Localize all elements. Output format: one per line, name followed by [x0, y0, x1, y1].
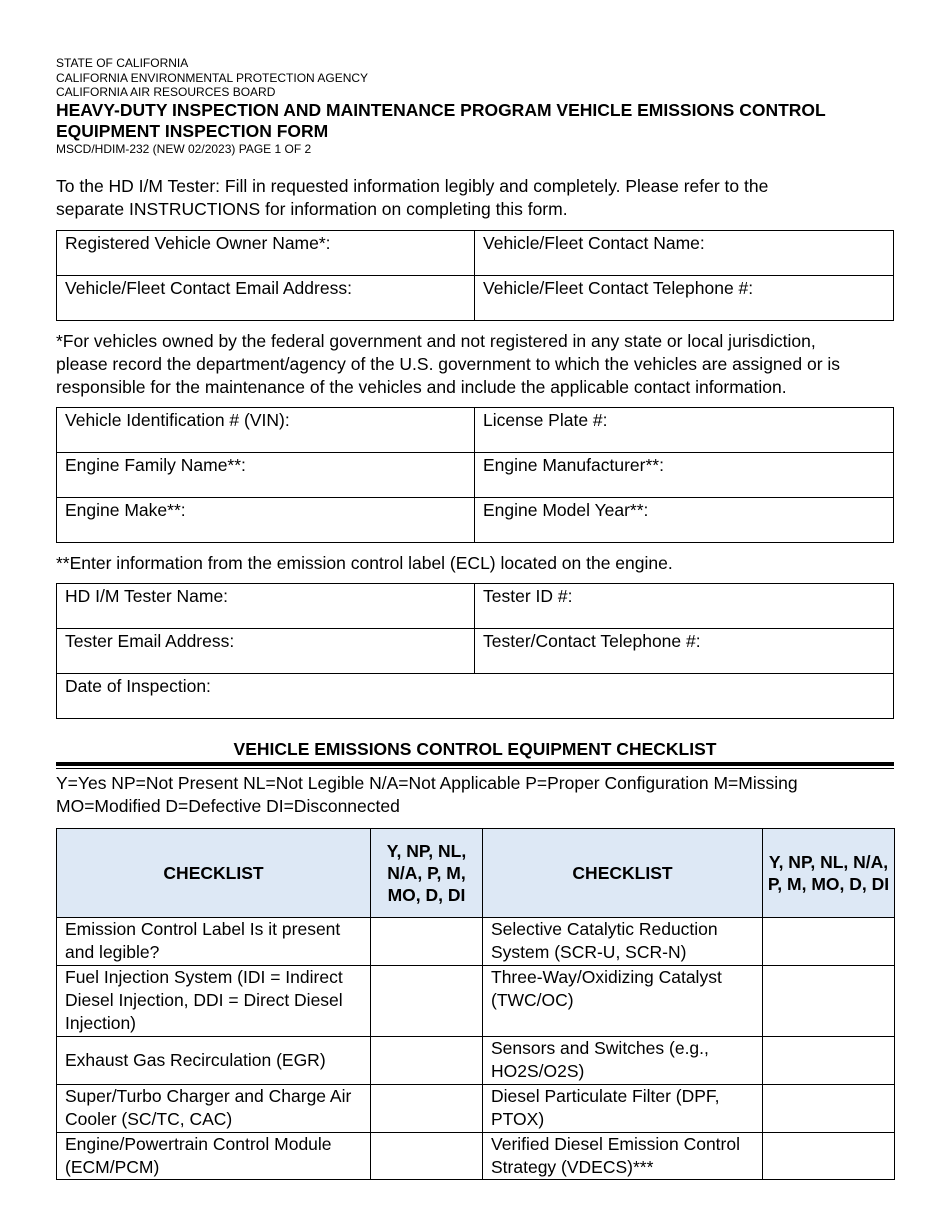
heading-rule-thin [56, 768, 894, 769]
checklist-item: Engine/Powertrain Control Module (ECM/PCM) [57, 1133, 371, 1180]
contact-email-field[interactable]: Vehicle/Fleet Contact Email Address: [57, 276, 475, 321]
codes-header-right: Y, NP, NL, N/A, P, M, MO, D, DI [763, 829, 895, 918]
tester-table [56, 583, 894, 719]
codes-header-left: Y, NP, NL, N/A, P, M, MO, D, DI [371, 829, 483, 918]
code-entry-cell[interactable] [763, 1085, 895, 1133]
ecl-note: **Enter information from the emission control label (ECL) located on the engine. [56, 553, 673, 573]
code-entry-cell[interactable] [371, 1133, 483, 1180]
contact-name-field[interactable]: Vehicle/Fleet Contact Name: [475, 231, 894, 276]
checklist-item: Exhaust Gas Recirculation (EGR) [57, 1037, 371, 1085]
owner-table [56, 230, 894, 321]
board-label: CALIFORNIA AIR RESOURCES BOARD [56, 85, 276, 99]
checklist-item: Diesel Particulate Filter (DPF, PTOX) [483, 1085, 763, 1133]
code-entry-cell[interactable] [763, 966, 895, 1037]
checklist-header-left: CHECKLIST [57, 829, 371, 918]
state-label: STATE OF CALIFORNIA [56, 56, 189, 70]
form-title-line1: HEAVY-DUTY INSPECTION AND MAINTENANCE PROGRAM VEHICLE EMISSIONS CONTROL [56, 99, 826, 120]
intro-text: To the HD I/M Tester: Fill in requested information legibly and completely. Please refer to the separate INSTRUCTIONS for information on completing this form. [56, 176, 769, 219]
checklist-item: Fuel Injection System (IDI = Indirect Diesel Injection, DDI = Direct Diesel Injection) [57, 966, 371, 1037]
engine-model-year-field[interactable]: Engine Model Year**: [475, 498, 894, 543]
checklist-item: Selective Catalytic Reduction System (SCR-U, SCR-N) [483, 918, 763, 966]
heading-rule-thick [56, 762, 894, 766]
table-row [57, 966, 895, 1037]
form-id: MSCD/HDIM-232 (NEW 02/2023) PAGE 1 OF 2 [56, 141, 312, 156]
license-plate-field[interactable]: License Plate #: [475, 408, 894, 453]
inspection-date-field[interactable]: Date of Inspection: [57, 674, 894, 719]
engine-make-field[interactable]: Engine Make**: [57, 498, 475, 543]
checklist-item: Sensors and Switches (e.g., HO2S/O2S) [483, 1037, 763, 1085]
code-entry-cell[interactable] [371, 966, 483, 1037]
code-entry-cell[interactable] [371, 1085, 483, 1133]
tester-phone-field[interactable]: Tester/Contact Telephone #: [475, 629, 894, 674]
agency-label: CALIFORNIA ENVIRONMENTAL PROTECTION AGENCY [56, 70, 369, 85]
code-entry-cell[interactable] [763, 918, 895, 966]
checklist-item: Three-Way/Oxidizing Catalyst (TWC/OC) [483, 966, 763, 1037]
table-row [57, 1085, 895, 1133]
engine-family-field[interactable]: Engine Family Name**: [57, 453, 475, 498]
checklist-item: Verified Diesel Emission Control Strategy (VDECS)*** [483, 1133, 763, 1180]
checklist-table [56, 828, 895, 1180]
tester-name-field[interactable]: HD I/M Tester Name: [57, 584, 475, 629]
federal-note: *For vehicles owned by the federal government and not registered in any state or local jurisdiction, please record the department/agency of the U.S. government to which the vehicles are assigned or is responsible for the maintenance of the vehicles and include the applicable contact information. [56, 331, 841, 397]
code-entry-cell[interactable] [371, 1037, 483, 1085]
checklist-item: Emission Control Label Is it present and legible? [57, 918, 371, 966]
table-row [57, 1133, 895, 1180]
owner-name-field[interactable]: Registered Vehicle Owner Name*: [57, 231, 475, 276]
tester-email-field[interactable]: Tester Email Address: [57, 629, 475, 674]
checklist-item: Super/Turbo Charger and Charge Air Cooler (SC/TC, CAC) [57, 1085, 371, 1133]
checklist-header-right: CHECKLIST [483, 829, 763, 918]
contact-phone-field[interactable]: Vehicle/Fleet Contact Telephone #: [475, 276, 894, 321]
code-entry-cell[interactable] [371, 918, 483, 966]
code-entry-cell[interactable] [763, 1037, 895, 1085]
code-entry-cell[interactable] [763, 1133, 895, 1180]
checklist-heading: VEHICLE EMISSIONS CONTROL EQUIPMENT CHECKLIST [233, 739, 717, 759]
table-row [57, 1037, 895, 1085]
form-page [56, 56, 894, 1180]
table-row [57, 918, 895, 966]
vehicle-table [56, 407, 894, 543]
form-title-line2: EQUIPMENT INSPECTION FORM [56, 120, 329, 141]
vin-field[interactable]: Vehicle Identification # (VIN): [57, 408, 475, 453]
tester-id-field[interactable]: Tester ID #: [475, 584, 894, 629]
checklist-legend: Y=Yes NP=Not Present NL=Not Legible N/A=Not Applicable P=Proper Configuration M=Missing MO=Modified D=Defective DI=Disconnected [56, 773, 798, 816]
engine-manufacturer-field[interactable]: Engine Manufacturer**: [475, 453, 894, 498]
